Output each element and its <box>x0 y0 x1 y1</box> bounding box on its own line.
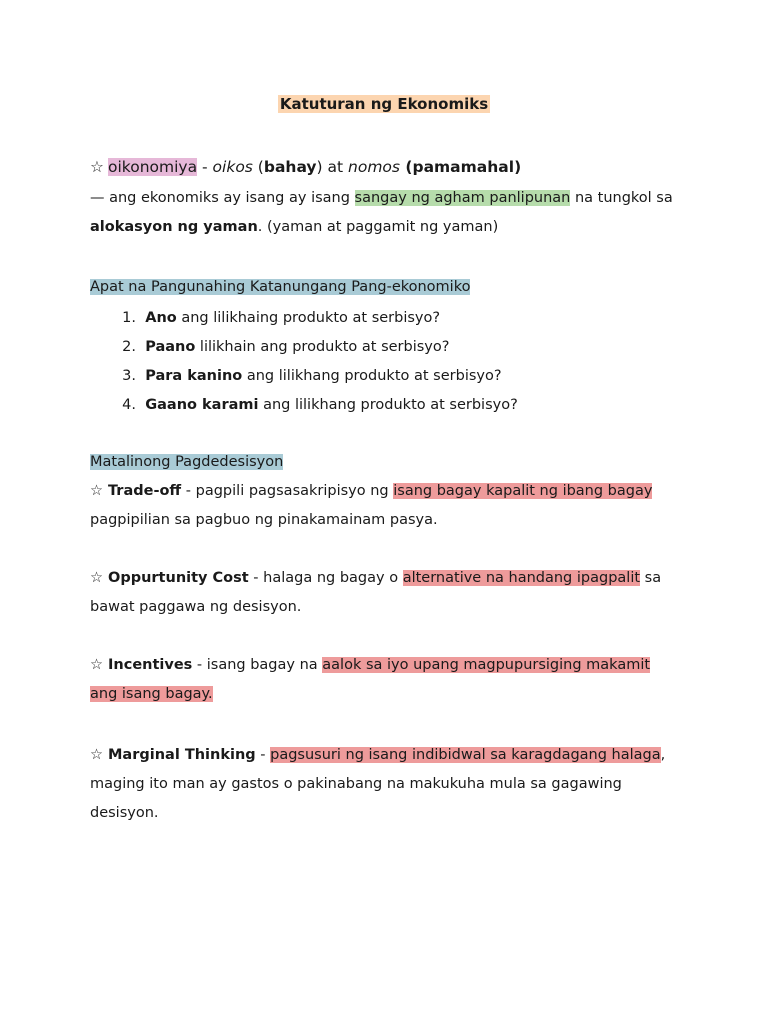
questions-list <box>90 304 518 420</box>
opportunity-line-1: ☆ Oppurtunity Cost - halaga ng bagay o alternative na handang ipagpalit sa <box>90 567 661 589</box>
marginal-line-2: maging ito man ay gastos o pakinabang na makukuha mula sa gagawing <box>90 776 622 792</box>
pamamahal-word: (pamamahal) <box>400 158 522 176</box>
definition-highlight: sangay ng agham panlipunan <box>354 190 571 206</box>
star-icon: ☆ <box>90 483 103 499</box>
tradeoff-term: Trade-off <box>108 483 182 499</box>
intro-line: ☆ oikonomiya - oikos (bahay) at nomos (pamamahal) <box>90 158 522 176</box>
nomos-word: nomos <box>348 158 400 176</box>
page-title: Katuturan ng Ekonomiks <box>279 95 489 113</box>
list-item: 3. Para kanino ang lilikhang produkto at serbisyo? <box>122 368 502 384</box>
decisions-heading: Matalinong Pagdedesisyon <box>90 454 284 470</box>
list-item: 1. Ano ang lilikhaing produkto at serbisyo? <box>122 310 441 326</box>
star-icon: ☆ <box>90 747 103 763</box>
opportunity-line-2: bawat paggawa ng desisyon. <box>90 599 302 615</box>
bahay-word: bahay <box>263 158 317 176</box>
star-icon: ☆ <box>90 570 103 586</box>
questions-heading: Apat na Pangunahing Katanungang Pang-ekonomiko <box>90 279 471 295</box>
opportunity-term: Oppurtunity Cost <box>108 570 249 586</box>
incentives-line-1: ☆ Incentives - isang bagay na aalok sa iyo upang magpupursiging makamit <box>90 654 650 676</box>
marginal-line-1: ☆ Marginal Thinking - pagsusuri ng isang indibidwal sa karagdagang halaga, <box>90 744 665 766</box>
tradeoff-line-2: pagpipilian sa pagbuo ng pinakamainam pasya. <box>90 512 438 528</box>
incentives-highlight-2: ang isang bagay. <box>90 686 213 702</box>
opportunity-highlight: alternative na handang ipagpalit <box>402 570 641 586</box>
incentives-term: Incentives <box>108 657 193 673</box>
star-icon: ☆ <box>90 657 103 673</box>
incentives-line-2 <box>90 683 213 705</box>
definition-line-2: alokasyon ng yaman. (yaman at paggamit ng yaman) <box>90 219 499 235</box>
term-oikonomiya: oikonomiya <box>108 158 198 176</box>
list-item: 2. Paano lilikhain ang produkto at serbisyo? <box>122 339 450 355</box>
marginal-highlight: pagsusuri ng isang indibidwal sa karagdagang halaga <box>270 747 661 763</box>
definition-bold: alokasyon ng yaman <box>90 219 258 235</box>
tradeoff-highlight: isang bagay kapalit ng ibang bagay <box>393 483 653 499</box>
oikos-word: oikos <box>212 158 253 176</box>
definition-line-1: — ang ekonomiks ay isang ay isang sangay ng agham panlipunan na tungkol sa <box>90 190 673 206</box>
list-item: 4. Gaano karami ang lilikhang produkto at serbisyo? <box>122 397 518 413</box>
marginal-term: Marginal Thinking <box>108 747 256 763</box>
tradeoff-line-1: ☆ Trade-off - pagpili pagsasakripisyo ng isang bagay kapalit ng ibang bagay <box>90 480 652 502</box>
marginal-line-3: desisyon. <box>90 805 159 821</box>
incentives-highlight: aalok sa iyo upang magpupursiging makamit <box>322 657 651 673</box>
star-icon: ☆ <box>90 158 104 176</box>
